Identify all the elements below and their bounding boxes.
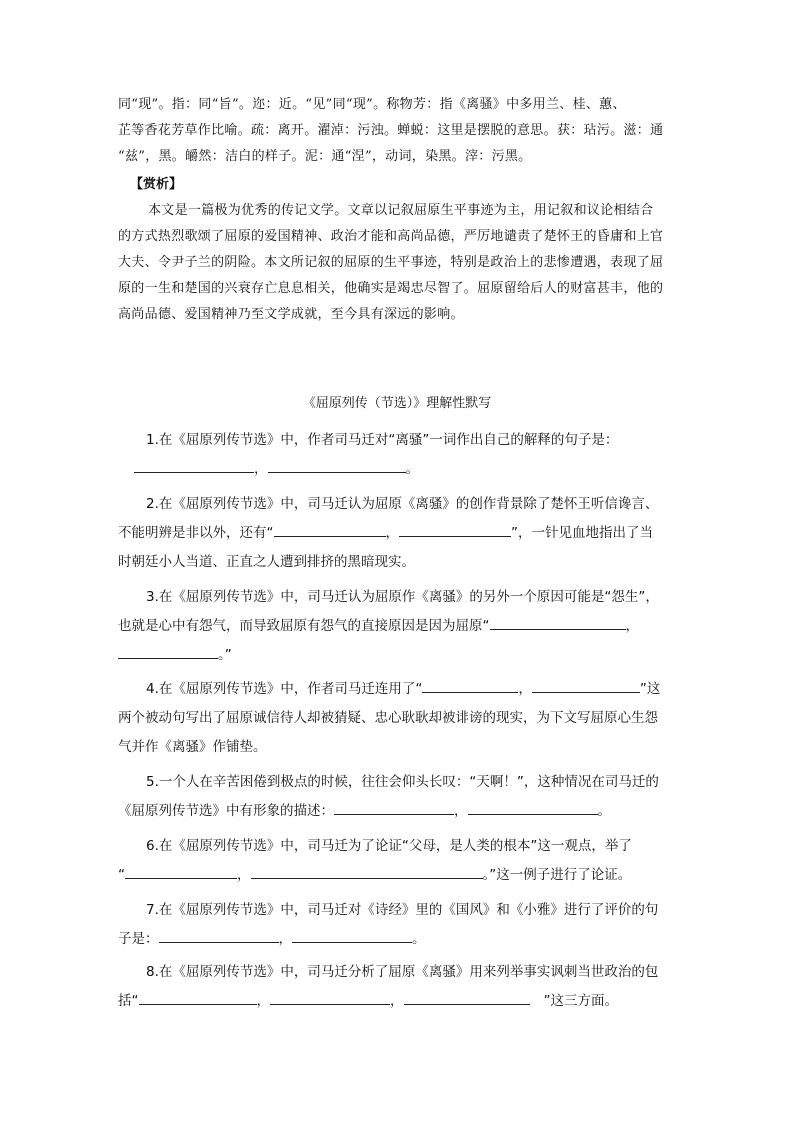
appreciation-section	[118, 172, 686, 328]
answer-blank[interactable]	[159, 927, 279, 943]
notes-line: 芷等香花芳草作比喻。疏：离开。濯淖：污浊。蝉蜕：这里是摆脱的意思。获：玷污。滋：通	[118, 123, 664, 138]
question-7	[118, 896, 686, 954]
appreciation-line: 大夫、令尹子兰的阴险。本文所记叙的屈原的生平事迹，特别是政治上的悲惨遭遇，表现了屈	[118, 255, 664, 270]
question-4	[118, 675, 686, 762]
question-1	[118, 426, 686, 484]
answer-blank[interactable]	[422, 677, 518, 693]
question-text: 6.在《屈原列传节选》中，司马迁为了论证“父母，是人类的根本”这一观点，举了	[146, 838, 632, 854]
question-text: 8.在《屈原列传节选》中，司马迁分析了屈原《离骚》用来列举事实讽刺当世政治的包	[146, 964, 659, 980]
question-text: 也就是心中有怨气，而导致屈原有怨气的直接原因是因为屈原“	[118, 618, 490, 634]
appreciation-line: 本文是一篇极为优秀的传记文学。文章以记叙屈原生平事迹为主，用记叙和议论相结合	[148, 203, 654, 218]
answer-blank[interactable]	[270, 989, 390, 1005]
question-text: 气并作《离骚》作铺垫。	[118, 739, 267, 755]
question-text: 4.在《屈原列传节选》中，作者司马迁连用了“	[146, 681, 423, 697]
appreciation-line: 高尚品德、爱国精神乃至文学成就，至今具有深远的影响。	[118, 307, 464, 322]
appreciation-line: 的方式热烈歌颂了屈原的爱国精神、政治才能和高尚品德，严厉地谴责了楚怀王的昏庸和上官	[118, 229, 664, 244]
answer-blank[interactable]	[274, 521, 386, 537]
answer-blank[interactable]	[292, 927, 412, 943]
question-text: ”这三方面。	[543, 993, 618, 1009]
question-text: 7.在《屈原列传节选》中，司马迁对《诗经》里的《国风》和《小雅》进行了评价的句	[146, 902, 659, 918]
question-text: 不能明辨是非以外，还有“	[118, 525, 274, 541]
question-2	[118, 490, 686, 577]
question-text: 时朝廷小人当道、正直之人遭到排挤的黑暗现实。	[118, 554, 415, 570]
punctuation: ，	[237, 867, 251, 883]
answer-blank[interactable]	[139, 989, 257, 1005]
question-text: 子是：	[118, 931, 159, 947]
punctuation: 。”	[218, 647, 232, 663]
punctuation: ，	[278, 931, 292, 947]
question-text: 5.一个人在辛苦困倦到极点的时候，往往会仰头长叹：“天啊！”，这种情况在司马迁的	[146, 774, 659, 790]
punctuation: ，	[385, 525, 399, 541]
notes-line: 同“现”。指：同“旨”。迩：近。“见”同“现”。称物芳：指《离骚》中多用兰、桂、蕙、	[118, 97, 626, 112]
answer-blank[interactable]	[490, 614, 626, 630]
notes-section	[118, 92, 686, 170]
question-text: ”这	[639, 681, 661, 697]
question-6	[118, 832, 686, 890]
punctuation: ，	[518, 681, 532, 697]
answer-blank[interactable]	[118, 643, 218, 659]
question-text: 。”这一例子进行了论证。	[482, 867, 632, 883]
punctuation: ，	[625, 618, 639, 634]
question-text: 3.在《屈原列传节选》中，司马迁认为屈原作《离骚》的另外一个原因可能是“怨生”，	[146, 589, 659, 605]
answer-blank[interactable]	[125, 863, 237, 879]
question-8	[118, 958, 686, 1016]
question-3	[118, 583, 686, 670]
answer-blank[interactable]	[251, 863, 483, 879]
answer-blank[interactable]	[268, 457, 406, 473]
appreciation-heading: 【赏析】	[130, 177, 183, 192]
question-text: ”，一针见血地指出了当	[511, 525, 653, 541]
punctuation: “	[118, 867, 125, 883]
question-text: 2.在《屈原列传节选》中，司马迁认为屈原《离骚》的创作背景除了楚怀王听信谗言、	[146, 496, 659, 512]
punctuation: 。	[597, 803, 611, 819]
answer-blank[interactable]	[334, 799, 454, 815]
dictation-title: 《屈原列传（节选）》理解性默写	[302, 396, 492, 411]
answer-blank[interactable]	[399, 521, 511, 537]
notes-line: “兹”，黑。皭然：洁白的样子。泥：通“涅”，动词，染黑。滓：污黑。	[118, 149, 532, 164]
answer-blank[interactable]	[532, 677, 640, 693]
question-text: 两个被动句写出了屈原诚信待人却被猜疑、忠心耿耿却被诽谤的现实，为下文写屈原心生怨	[118, 710, 658, 726]
question-text: 《屈原列传节选》中有形象的描述：	[118, 803, 334, 819]
punctuation: ，	[390, 993, 404, 1009]
punctuation: 。	[405, 461, 419, 477]
answer-blank[interactable]	[134, 457, 254, 473]
punctuation: ，	[256, 993, 270, 1009]
answer-blank[interactable]	[404, 989, 530, 1005]
punctuation: ，	[254, 461, 268, 477]
answer-blank[interactable]	[468, 799, 598, 815]
punctuation: 。	[412, 931, 426, 947]
question-text: 1.在《屈原列传节选》中，作者司马迁对“离骚”一词作出自己的解释的句子是：	[146, 432, 619, 448]
question-text: 括“	[118, 993, 139, 1009]
punctuation: ，	[454, 803, 468, 819]
appreciation-line: 原的一生和楚国的兴衰存亡息息相关，他确实是竭忠尽智了。屈原留给后人的财富甚丰，他的	[118, 281, 664, 296]
question-5	[118, 768, 686, 826]
